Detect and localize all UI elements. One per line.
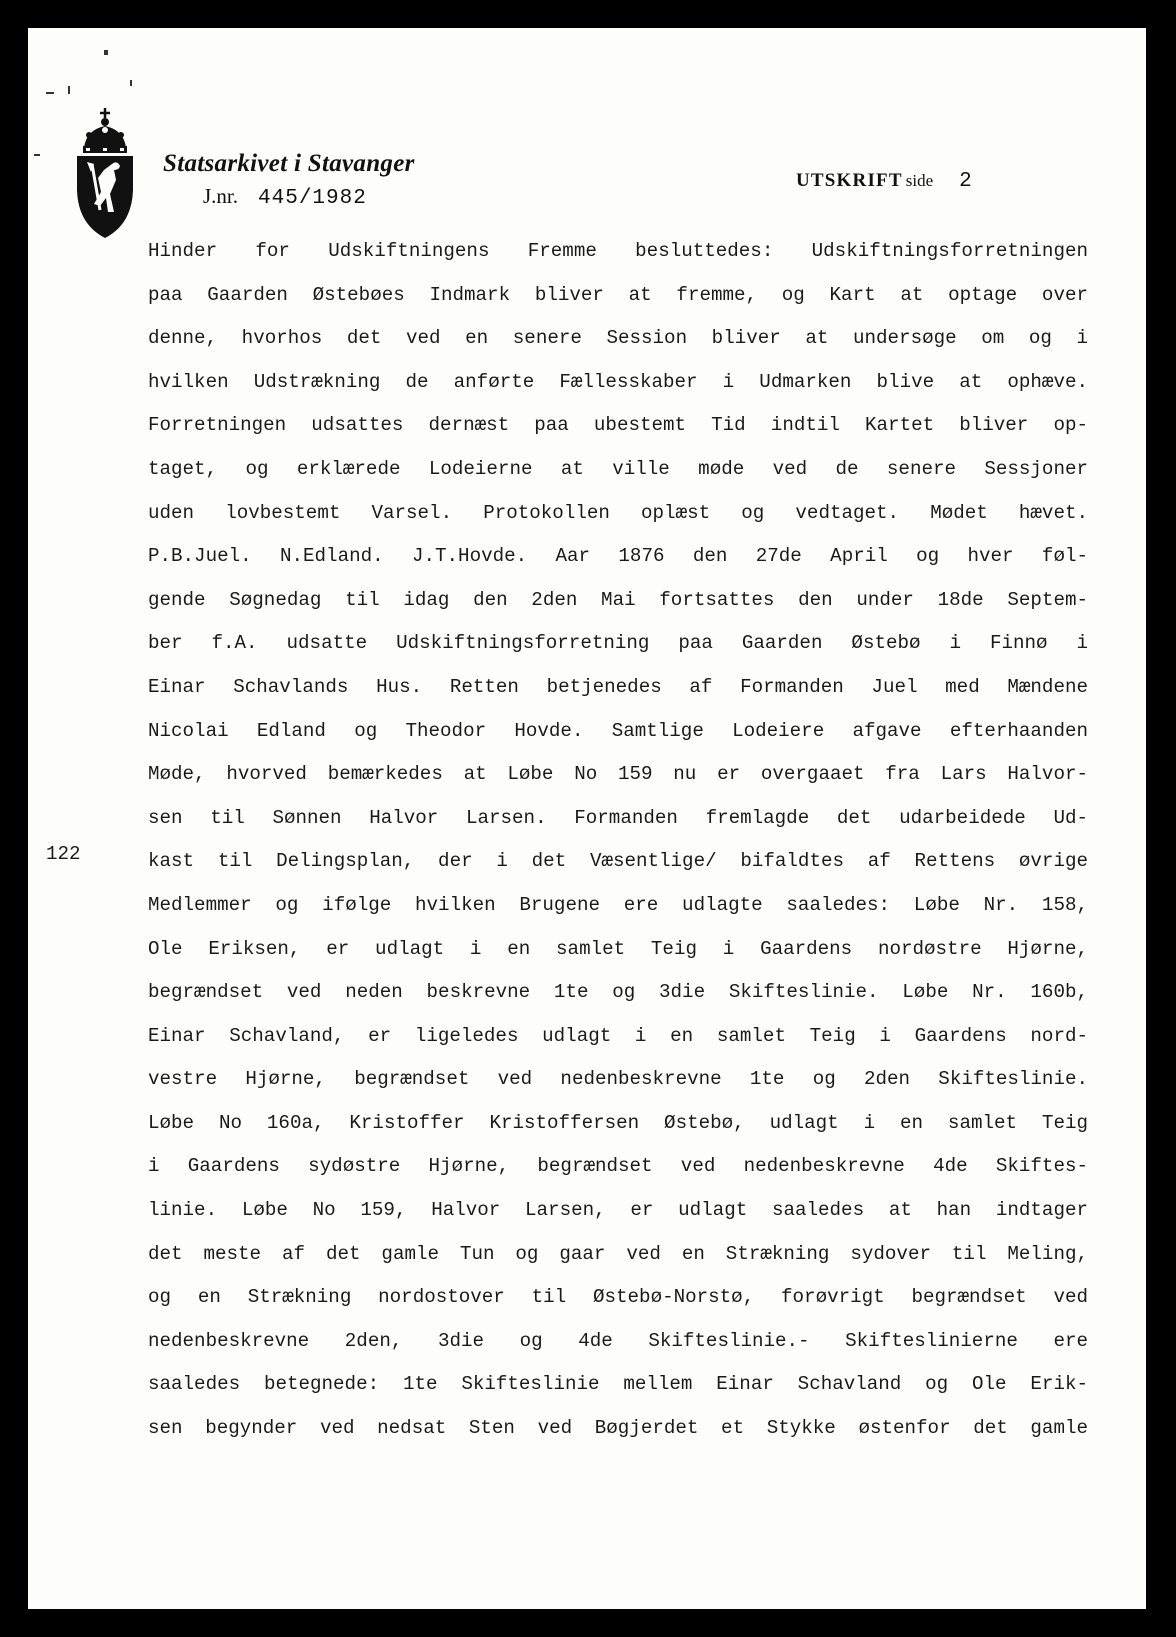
text-line: og en Strækning nordostover til Østebø-Norstø, forøvrigt begrændset ved	[148, 1286, 1088, 1309]
text-line: Nicolai Edland og Theodor Hovde. Samtlige Lodeiere afgave efterhaanden	[148, 719, 1088, 742]
scan-speck	[68, 86, 70, 94]
side-label: side	[905, 171, 934, 190]
journal-number-label: J.nr.	[203, 184, 239, 208]
text-line: sen begynder ved nedsat Sten ved Bøgjerdet et Stykke østenfor det gamle	[148, 1417, 1088, 1440]
text-line: Einar Schavlands Hus. Retten betjenedes af Formanden Juel med Mændene	[148, 675, 1088, 698]
page-number: 2	[959, 170, 972, 193]
scan-speck	[130, 80, 132, 86]
text-line: uden lovbestemt Varsel. Protokollen oplæst og vedtaget. Mødet hævet.	[148, 501, 1088, 524]
text-line: i Gaardens sydøstre Hjørne, begrændset ved nedenbeskrevne 4de Skiftes-	[148, 1155, 1088, 1178]
text-line: begrændset ved neden beskrevne 1te og 3die Skifteslinie. Løbe Nr. 160b,	[148, 981, 1088, 1004]
text-line: denne, hvorhos det ved en senere Session bliver at undersøge om og i	[148, 327, 1088, 350]
text-line: Hinder for Udskiftningens Fremme besluttedes: Udskiftningsforretningen	[148, 240, 1088, 262]
transcript-page-header	[796, 170, 972, 193]
scan-speck	[46, 92, 54, 94]
norwegian-coat-of-arms-icon	[74, 108, 136, 240]
archive-name: Statsarkivet i Stavanger	[163, 150, 415, 177]
text-line: linie. Løbe No 159, Halvor Larsen, er udlagt saaledes at han indtager	[148, 1199, 1088, 1222]
text-line: ber f.A. udsatte Udskiftningsforretning paa Gaarden Østebø i Finnø i	[148, 632, 1088, 655]
text-line: Forretningen udsattes dernæst paa ubestemt Tid indtil Kartet bliver op-	[148, 414, 1088, 437]
text-line: P.B.Juel. N.Edland. J.T.Hovde. Aar 1876 den 27de April og hver føl-	[148, 545, 1088, 568]
text-line: gende Søgnedag til idag den 2den Mai fortsattes den under 18de Septem-	[148, 588, 1088, 611]
text-line: sen til Sønnen Halvor Larsen. Formanden fremlagde det udarbeidede Ud-	[148, 806, 1088, 829]
text-line: saaledes betegnede: 1te Skifteslinie mellem Einar Schavland og Ole Erik-	[148, 1373, 1088, 1396]
margin-note: 122	[46, 843, 81, 865]
text-line: nedenbeskrevne 2den, 3die og 4de Skifteslinie.- Skifteslinierne ere	[148, 1329, 1088, 1352]
text-line: Møde, hvorved bemærkedes at Løbe No 159 nu er overgaaet fra Lars Halvor-	[148, 763, 1088, 786]
text-line: Medlemmer og ifølge hvilken Brugene ere udlagte saaledes: Løbe Nr. 158,	[148, 893, 1088, 916]
text-line: det meste af det gamle Tun og gaar ved en Strækning sydover til Meling,	[148, 1242, 1088, 1265]
transcript-label: UTSKRIFT	[796, 170, 903, 191]
text-line: hvilken Udstrækning de anførte Fællesskaber i Udmarken blive at ophæve.	[148, 370, 1088, 393]
journal-number-value: 445/1982	[258, 187, 367, 210]
text-line: Einar Schavland, er ligeledes udlagt i en samlet Teig i Gaardens nord-	[148, 1024, 1088, 1047]
text-line: Løbe No 160a, Kristoffer Kristoffersen Østebø, udlagt i en samlet Teig	[148, 1111, 1088, 1134]
scan-speck	[34, 154, 40, 156]
text-line: kast til Delingsplan, der i det Væsentlige/ bifaldtes af Rettens øvrige	[148, 850, 1088, 873]
text-line: taget, og erklærede Lodeierne at ville møde ved de senere Sessjoner	[148, 457, 1088, 480]
body-text	[148, 230, 1088, 1451]
text-line: paa Gaarden Østebøes Indmark bliver at fremme, og Kart at optage over	[148, 283, 1088, 306]
text-line: Ole Eriksen, er udlagt i en samlet Teig i Gaardens nordøstre Hjørne,	[148, 937, 1088, 960]
journal-number	[203, 184, 367, 210]
scan-speck	[104, 50, 108, 55]
text-line: vestre Hjørne, begrændset ved nedenbeskrevne 1te og 2den Skifteslinie.	[148, 1068, 1088, 1091]
document-page	[28, 28, 1146, 1609]
